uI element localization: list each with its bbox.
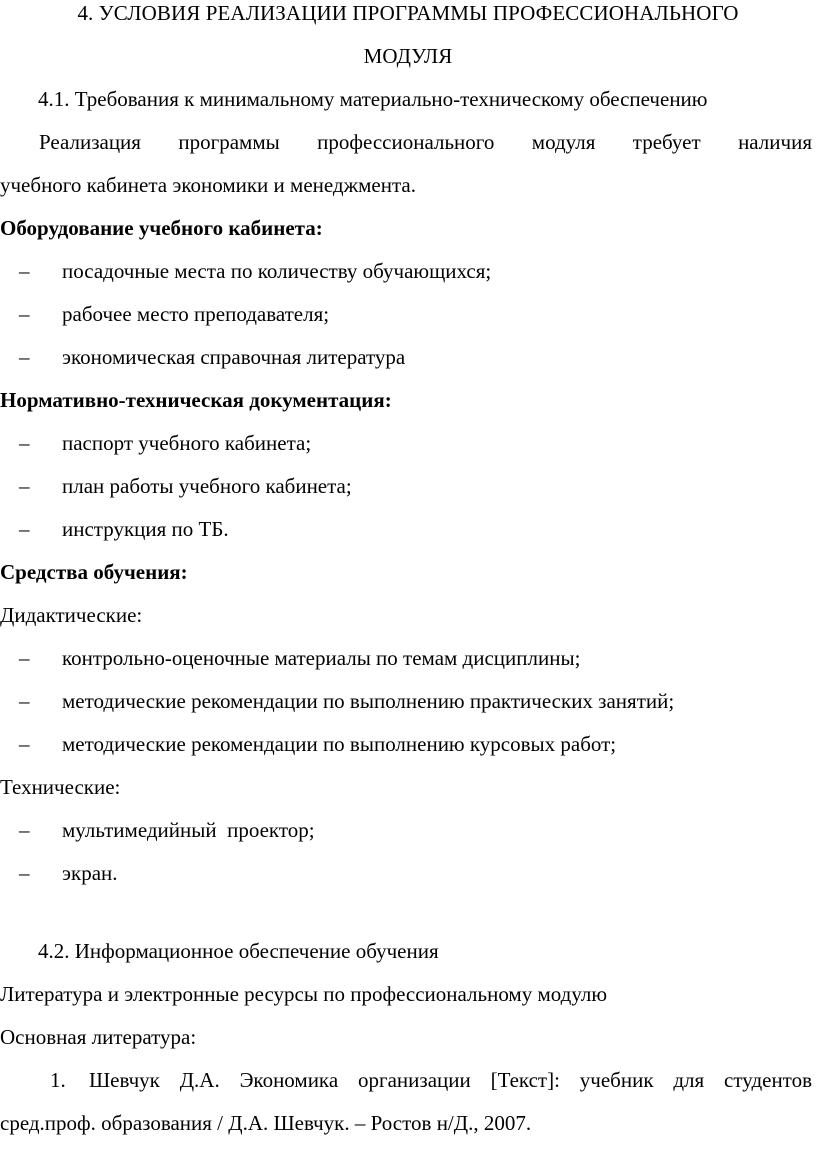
list-item-text: паспорт учебного кабинета;: [62, 431, 312, 455]
list-item: [0, 809, 816, 852]
list-item: [0, 680, 816, 723]
blank-line: [0, 895, 816, 930]
dash-bullet: –: [19, 431, 30, 455]
list-item: [0, 508, 816, 551]
technical-list: [0, 809, 816, 895]
equipment-list: [0, 250, 816, 379]
literature-line: Литература и электронные ресурсы по профессиональному модулю: [0, 982, 608, 1006]
subsection-4-1-heading: 4.1. Требования к минимальному материально-техническому обеспечению: [38, 87, 708, 111]
dash-bullet: –: [19, 259, 30, 283]
list-item-text: посадочные места по количеству обучающихся;: [62, 259, 492, 283]
list-item-text: экран.: [62, 861, 118, 885]
intro-paragraph-line1: Реализация программы профессионального модуля требует наличия: [39, 130, 812, 154]
equipment-heading: Оборудование учебного кабинета:: [0, 216, 323, 240]
list-item: [0, 293, 816, 336]
list-item: [0, 637, 816, 680]
reference-text-line2: сред.проф. образования / Д.А. Шевчук. – Ростов н/Д., 2007.: [0, 1111, 532, 1135]
list-item-text: инструкция по ТБ.: [62, 517, 229, 541]
dash-bullet: –: [19, 646, 30, 670]
means-heading: Средства обучения:: [0, 560, 188, 584]
reference-text-line1: Шевчук Д.А. Экономика организации [Текст]: учебник для студентов: [89, 1068, 812, 1092]
list-item: [0, 465, 816, 508]
section-title-line2: МОДУЛЯ: [363, 44, 453, 68]
list-item-text: план работы учебного кабинета;: [62, 474, 352, 498]
list-item: [0, 852, 816, 895]
section-title-line1: 4. УСЛОВИЯ РЕАЛИЗАЦИИ ПРОГРАММЫ ПРОФЕССИОНАЛЬНОГО: [77, 1, 739, 25]
list-item-text: мультимедийный проектор;: [62, 818, 315, 842]
list-item: [0, 250, 816, 293]
dash-bullet: –: [19, 861, 30, 885]
dash-bullet: –: [19, 689, 30, 713]
list-item-text: контрольно-оценочные материалы по темам дисциплины;: [62, 646, 581, 670]
list-item-text: экономическая справочная литература: [62, 345, 406, 369]
dash-bullet: –: [19, 474, 30, 498]
dash-bullet: –: [19, 818, 30, 842]
dash-bullet: –: [19, 517, 30, 541]
documentation-list: [0, 422, 816, 551]
subsection-4-2-heading: 4.2. Информационное обеспечение обучения: [38, 939, 439, 963]
list-item-text: методические рекомендации по выполнению практических занятий;: [62, 689, 675, 713]
list-item: [0, 336, 816, 379]
reference-number: 1.: [50, 1068, 66, 1092]
didactic-label: Дидактические:: [0, 603, 143, 627]
list-item: [0, 422, 816, 465]
dash-bullet: –: [19, 345, 30, 369]
didactic-list: [0, 637, 816, 766]
dash-bullet: –: [19, 302, 30, 326]
intro-paragraph-line2: учебного кабинета экономики и менеджмента.: [0, 173, 416, 197]
documentation-heading: Нормативно-техническая документация:: [0, 388, 392, 412]
dash-bullet: –: [19, 732, 30, 756]
list-item-text: рабочее место преподавателя;: [62, 302, 330, 326]
technical-label: Технические:: [0, 775, 121, 799]
reference-item: [0, 1059, 816, 1102]
list-item: [0, 723, 816, 766]
main-literature-label: Основная литература:: [0, 1025, 197, 1049]
list-item-text: методические рекомендации по выполнению курсовых работ;: [62, 732, 617, 756]
